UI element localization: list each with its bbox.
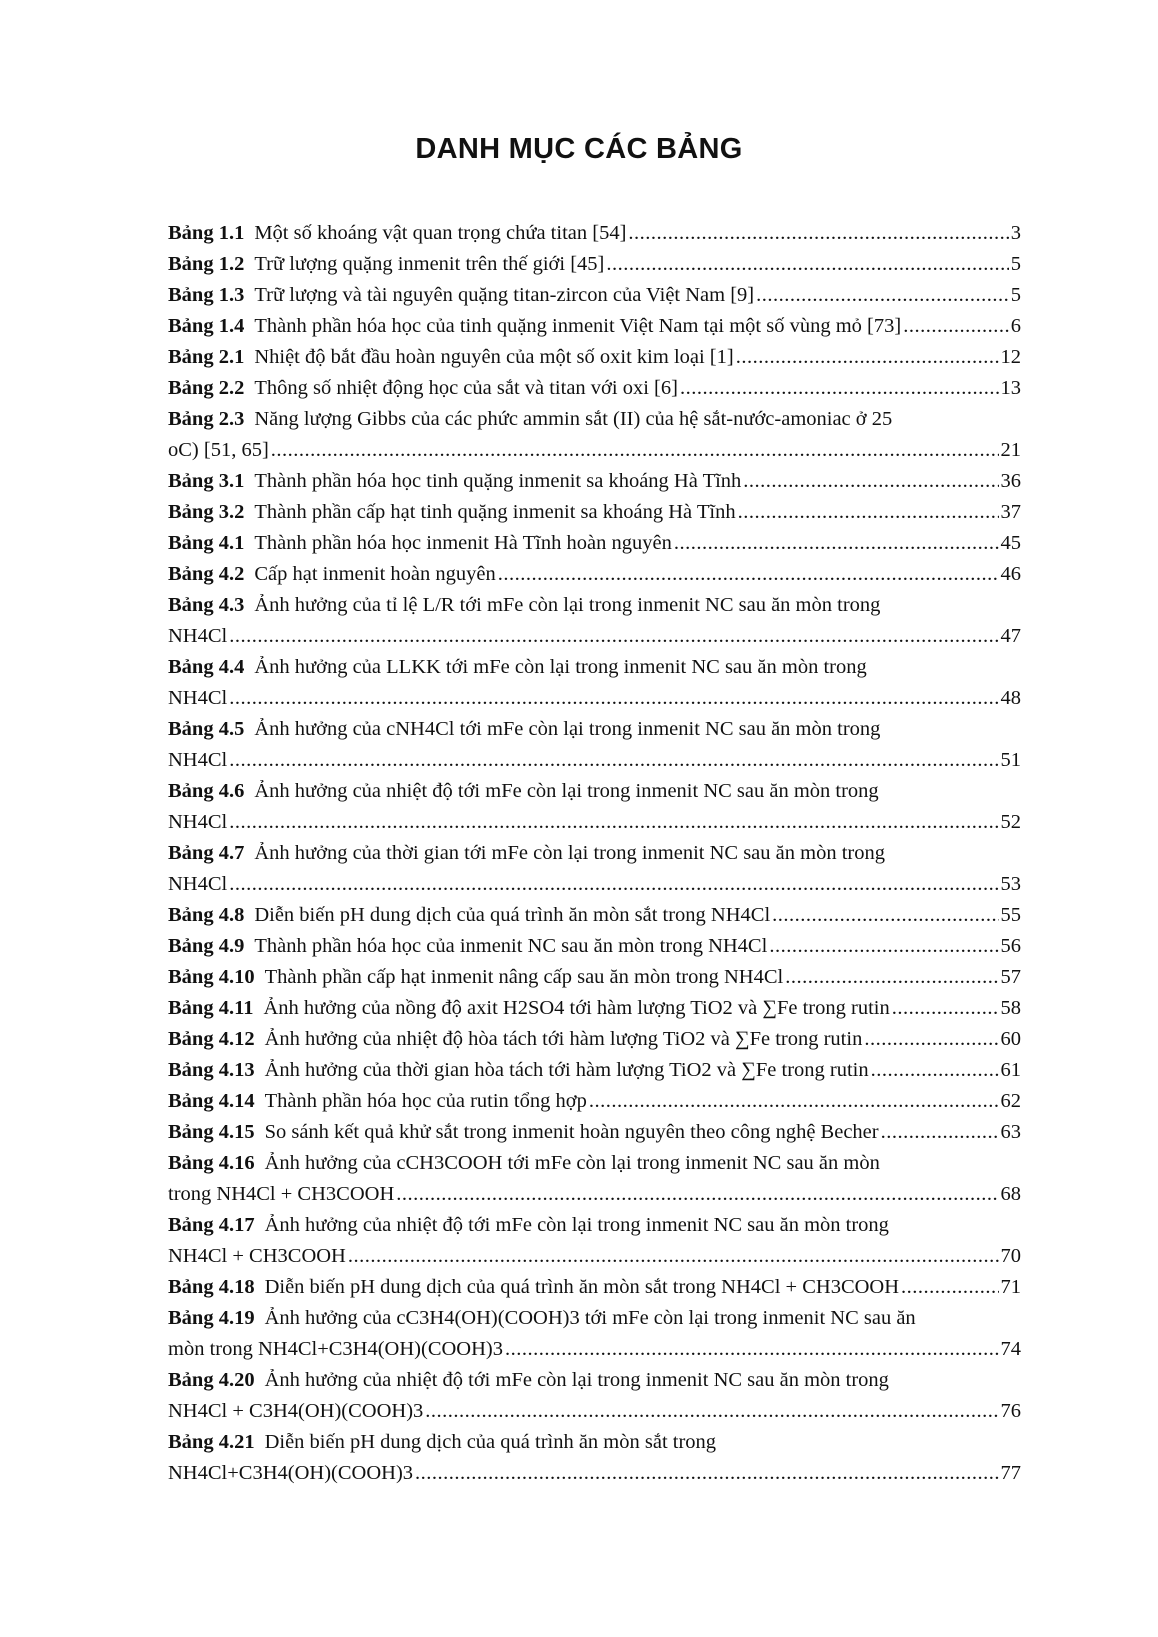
toc-entry-continuation[interactable] [168, 435, 1021, 466]
entry-page-number: 60 [1000, 1028, 1021, 1050]
dot-leader [425, 1396, 998, 1427]
dot-leader [864, 1024, 998, 1055]
toc-entry[interactable] [168, 776, 1021, 807]
entry-page-number: 68 [1000, 1183, 1021, 1205]
dot-leader [680, 373, 999, 404]
entry-title: Thông số nhiệt động học của sắt và titan với oxi [6] [254, 377, 678, 399]
dot-leader [892, 993, 999, 1024]
dot-leader [271, 435, 999, 466]
entry-page-number: 47 [1000, 625, 1021, 647]
dot-leader [348, 1241, 999, 1272]
toc-entry[interactable] [168, 1086, 1021, 1117]
entry-title: Trữ lượng và tài nguyên quặng titan-zircon của Việt Nam [9] [254, 284, 755, 306]
entry-title: Trữ lượng quặng inmenit trên thế giới [45] [254, 253, 605, 275]
entry-title-continuation: NH4Cl [168, 687, 228, 709]
toc-entry[interactable] [168, 714, 1021, 745]
dot-leader [229, 621, 998, 652]
entry-label: Bảng 4.7 [168, 842, 245, 864]
toc-entry[interactable] [168, 373, 1021, 404]
entry-label: Bảng 4.18 [168, 1276, 255, 1298]
entry-page-number: 74 [1000, 1338, 1021, 1360]
entry-title: Ảnh hưởng của nhiệt độ tới mFe còn lại trong inmenit NC sau ăn mòn trong [264, 1214, 889, 1236]
entry-title-continuation: NH4Cl [168, 811, 228, 833]
entry-page-number: 58 [1000, 997, 1021, 1019]
entry-title: Ảnh hưởng của tỉ lệ L/R tới mFe còn lại trong inmenit NC sau ăn mòn trong [254, 594, 881, 616]
entry-label: Bảng 3.1 [168, 470, 245, 492]
entry-page-number: 45 [1000, 532, 1021, 554]
entry-title: Ảnh hưởng của cCH3COOH tới mFe còn lại trong inmenit NC sau ăn mòn [264, 1152, 880, 1174]
dot-leader [229, 745, 998, 776]
dot-leader [743, 466, 998, 497]
toc-entry[interactable] [168, 1055, 1021, 1086]
entry-page-number: 53 [1000, 873, 1021, 895]
toc-entry[interactable] [168, 404, 1021, 435]
toc-entry[interactable] [168, 1117, 1021, 1148]
entry-page-number: 46 [1000, 563, 1021, 585]
entry-label: Bảng 2.1 [168, 346, 245, 368]
dot-leader [772, 900, 998, 931]
entry-label: Bảng 4.8 [168, 904, 245, 926]
dot-leader [736, 342, 999, 373]
entry-title: Diễn biến pH dung dịch của quá trình ăn mòn sắt trong NH4Cl [254, 904, 771, 926]
toc-entry[interactable] [168, 838, 1021, 869]
toc-entry[interactable] [168, 652, 1021, 683]
entry-label: Bảng 4.1 [168, 532, 245, 554]
toc-entry[interactable] [168, 1303, 1021, 1334]
entry-label: Bảng 4.3 [168, 594, 245, 616]
entry-title: So sánh kết quả khử sắt trong inmenit hoàn nguyên theo công nghệ Becher [264, 1121, 879, 1143]
toc-entry[interactable] [168, 1427, 1021, 1458]
entry-label: Bảng 4.20 [168, 1369, 255, 1391]
entry-title: Thành phần hóa học của inmenit NC sau ăn mòn trong NH4Cl [254, 935, 768, 957]
entry-title: Ảnh hưởng của cNH4Cl tới mFe còn lại trong inmenit NC sau ăn mòn trong [254, 718, 881, 740]
dot-leader [498, 559, 999, 590]
entry-label: Bảng 2.3 [168, 408, 245, 430]
entry-title: Cấp hạt inmenit hoàn nguyên [254, 563, 496, 585]
toc-entry[interactable] [168, 528, 1021, 559]
entry-title: Một số khoáng vật quan trọng chứa titan [54] [254, 222, 627, 244]
entry-page-number: 70 [1000, 1245, 1021, 1267]
entry-title-continuation: NH4Cl + CH3COOH [168, 1245, 346, 1267]
dot-leader [628, 218, 1008, 249]
entry-label: Bảng 4.12 [168, 1028, 255, 1050]
entry-title: Ảnh hưởng của thời gian tới mFe còn lại trong inmenit NC sau ăn mòn trong [254, 842, 885, 864]
entry-page-number: 63 [1000, 1121, 1021, 1143]
toc-entry[interactable] [168, 993, 1021, 1024]
toc-entry[interactable] [168, 466, 1021, 497]
entry-title: Thành phần hóa học inmenit Hà Tĩnh hoàn nguyên [254, 532, 672, 554]
toc-entry[interactable] [168, 900, 1021, 931]
dot-leader [229, 807, 998, 838]
entry-title: Năng lượng Gibbs của các phức ammin sắt (II) của hệ sắt-nước-amoniac ở 25 [254, 408, 893, 430]
toc-entry[interactable] [168, 1148, 1021, 1179]
toc-entry-continuation[interactable] [168, 1241, 1021, 1272]
entry-title-continuation: NH4Cl+C3H4(OH)(COOH)3 [168, 1462, 414, 1484]
entry-title: Ảnh hưởng của nhiệt độ hòa tách tới hàm lượng TiO2 và ∑Fe trong rutin [264, 1028, 863, 1050]
entry-label: Bảng 4.14 [168, 1090, 255, 1112]
toc-entry[interactable] [168, 559, 1021, 590]
entry-page-number: 76 [1000, 1400, 1021, 1422]
entry-page-number: 37 [1000, 501, 1021, 523]
entry-label: Bảng 1.2 [168, 253, 245, 275]
entry-label: Bảng 4.9 [168, 935, 245, 957]
entry-title: Diễn biến pH dung dịch của quá trình ăn mòn sắt trong [264, 1431, 717, 1453]
entry-title: Thành phần hóa học của tinh quặng inmenit Việt Nam tại một số vùng mỏ [73] [254, 315, 902, 337]
entry-label: Bảng 1.3 [168, 284, 245, 306]
dot-leader [415, 1458, 998, 1489]
entry-page-number: 13 [1000, 377, 1021, 399]
dot-leader [756, 280, 1009, 311]
toc-entry[interactable] [168, 1272, 1021, 1303]
toc-entry-continuation[interactable] [168, 1458, 1021, 1489]
toc-entry[interactable] [168, 1024, 1021, 1055]
entry-page-number: 61 [1000, 1059, 1021, 1081]
toc-entry-continuation[interactable] [168, 745, 1021, 776]
toc-entry-continuation[interactable] [168, 807, 1021, 838]
dot-leader [769, 931, 998, 962]
entry-page-number: 71 [1000, 1276, 1021, 1298]
entry-title-continuation: NH4Cl [168, 625, 228, 647]
dot-leader [901, 1272, 998, 1303]
toc-entry[interactable] [168, 249, 1021, 280]
entry-page-number: 51 [1000, 749, 1021, 771]
entry-title-continuation: NH4Cl [168, 749, 228, 771]
entry-label: Bảng 2.2 [168, 377, 245, 399]
entry-page-number: 12 [1000, 346, 1021, 368]
toc-entry-continuation[interactable] [168, 1396, 1021, 1427]
toc-entry[interactable] [168, 1365, 1021, 1396]
page-title: DANH MỤC CÁC BẢNG [415, 133, 743, 165]
dot-leader [871, 1055, 999, 1086]
table-of-tables [168, 218, 1021, 1489]
entry-page-number: 77 [1000, 1462, 1021, 1484]
entry-label: Bảng 4.4 [168, 656, 245, 678]
entry-label: Bảng 4.6 [168, 780, 245, 802]
entry-page-number: 6 [1010, 315, 1021, 337]
entry-title-continuation: NH4Cl + C3H4(OH)(COOH)3 [168, 1400, 424, 1422]
entry-label: Bảng 4.10 [168, 966, 255, 988]
dot-leader [229, 683, 998, 714]
dot-leader [229, 869, 998, 900]
entry-title: Thành phần cấp hạt tinh quặng inmenit sa khoáng Hà Tĩnh [254, 501, 736, 523]
entry-title: Ảnh hưởng của LLKK tới mFe còn lại trong inmenit NC sau ăn mòn trong [254, 656, 867, 678]
toc-entry[interactable] [168, 497, 1021, 528]
entry-label: Bảng 4.13 [168, 1059, 255, 1081]
entry-title: Diễn biến pH dung dịch của quá trình ăn mòn sắt trong NH4Cl + CH3COOH [264, 1276, 900, 1298]
dot-leader [785, 962, 998, 993]
toc-entry[interactable] [168, 962, 1021, 993]
entry-title-continuation: mòn trong NH4Cl+C3H4(OH)(COOH)3 [168, 1338, 503, 1360]
dot-leader [674, 528, 999, 559]
entry-label: Bảng 4.17 [168, 1214, 255, 1236]
toc-entry-continuation[interactable] [168, 1334, 1021, 1365]
dot-leader [589, 1086, 999, 1117]
entry-page-number: 3 [1010, 222, 1021, 244]
entry-title-continuation: oC) [51, 65] [168, 439, 269, 461]
entry-page-number: 56 [1000, 935, 1021, 957]
entry-page-number: 57 [1000, 966, 1021, 988]
entry-page-number: 5 [1010, 253, 1021, 275]
dot-leader [903, 311, 1009, 342]
entry-label: Bảng 3.2 [168, 501, 245, 523]
dot-leader [606, 249, 1008, 280]
toc-entry[interactable] [168, 280, 1021, 311]
entry-title: Ảnh hưởng của cC3H4(OH)(COOH)3 tới mFe còn lại trong inmenit NC sau ăn [264, 1307, 916, 1329]
entry-title: Ảnh hưởng của nồng độ axit H2SO4 tới hàm lượng TiO2 và ∑Fe trong rutin [263, 997, 890, 1019]
toc-entry[interactable] [168, 342, 1021, 373]
dot-leader [505, 1334, 999, 1365]
dot-leader [881, 1117, 999, 1148]
entry-page-number: 52 [1000, 811, 1021, 833]
toc-entry-continuation[interactable] [168, 1179, 1021, 1210]
toc-entry[interactable] [168, 1210, 1021, 1241]
entry-label: Bảng 4.5 [168, 718, 245, 740]
toc-entry[interactable] [168, 218, 1021, 249]
toc-entry[interactable] [168, 931, 1021, 962]
entry-page-number: 62 [1000, 1090, 1021, 1112]
entry-page-number: 21 [1000, 439, 1021, 461]
dot-leader [396, 1179, 998, 1210]
entry-title: Nhiệt độ bắt đầu hoàn nguyên của một số oxit kim loại [1] [254, 346, 734, 368]
entry-page-number: 48 [1000, 687, 1021, 709]
toc-entry-continuation[interactable] [168, 869, 1021, 900]
entry-label: Bảng 4.15 [168, 1121, 255, 1143]
entry-page-number: 55 [1000, 904, 1021, 926]
entry-label: Bảng 4.16 [168, 1152, 255, 1174]
entry-title: Thành phần hóa học của rutin tổng hợp [264, 1090, 587, 1112]
toc-entry-continuation[interactable] [168, 621, 1021, 652]
entry-label: Bảng 1.1 [168, 222, 245, 244]
dot-leader [738, 497, 999, 528]
entry-title: Thành phần cấp hạt inmenit nâng cấp sau ăn mòn trong NH4Cl [264, 966, 784, 988]
entry-title: Ảnh hưởng của nhiệt độ tới mFe còn lại trong inmenit NC sau ăn mòn trong [264, 1369, 889, 1391]
toc-entry[interactable] [168, 311, 1021, 342]
entry-label: Bảng 4.2 [168, 563, 245, 585]
entry-title-continuation: NH4Cl [168, 873, 228, 895]
entry-page-number: 5 [1010, 284, 1021, 306]
entry-title: Thành phần hóa học tinh quặng inmenit sa khoáng Hà Tĩnh [254, 470, 742, 492]
entry-page-number: 36 [1000, 470, 1021, 492]
entry-label: Bảng 4.19 [168, 1307, 255, 1329]
entry-title-continuation: trong NH4Cl + CH3COOH [168, 1183, 395, 1205]
toc-entry[interactable] [168, 590, 1021, 621]
entry-label: Bảng 4.21 [168, 1431, 255, 1453]
entry-title: Ảnh hưởng của nhiệt độ tới mFe còn lại trong inmenit NC sau ăn mòn trong [254, 780, 879, 802]
entry-label: Bảng 1.4 [168, 315, 245, 337]
toc-entry-continuation[interactable] [168, 683, 1021, 714]
entry-title: Ảnh hưởng của thời gian hòa tách tới hàm lượng TiO2 và ∑Fe trong rutin [264, 1059, 869, 1081]
entry-label: Bảng 4.11 [168, 997, 254, 1019]
